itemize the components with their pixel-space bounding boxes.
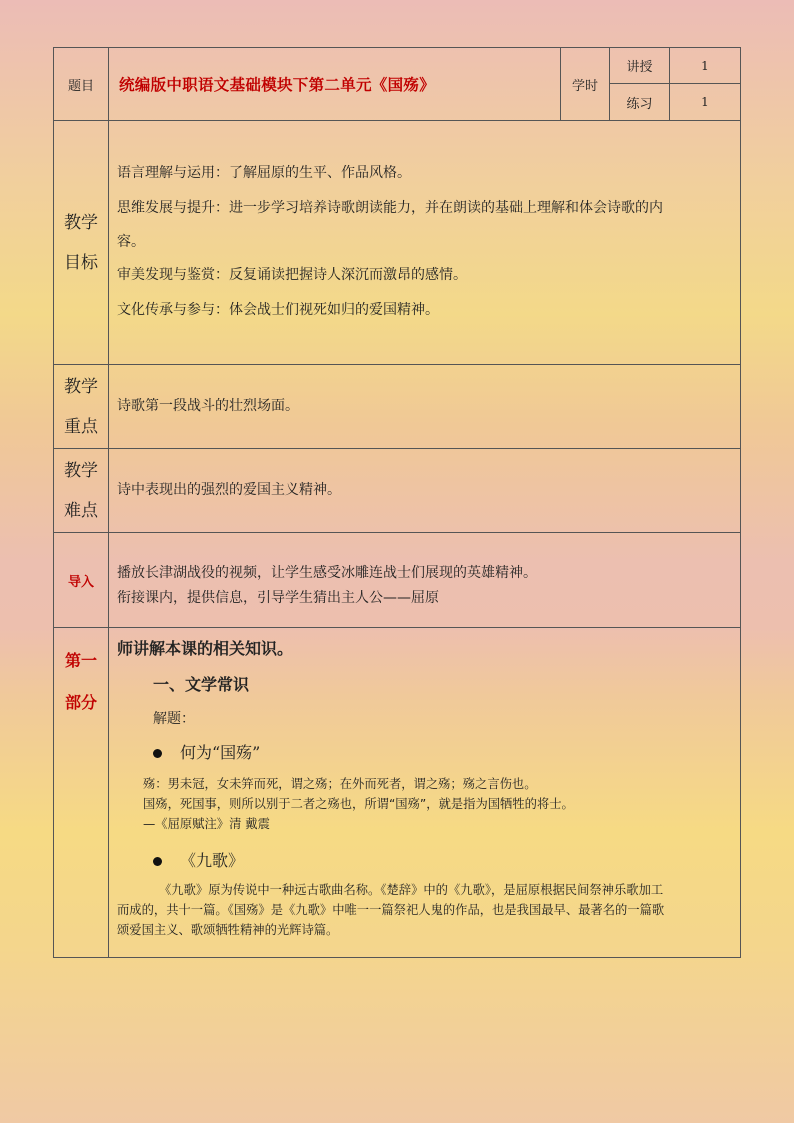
part-one-label-cell: [53, 627, 108, 958]
section-heading-literary: 一、文学常识: [153, 675, 250, 694]
key-points-label-line1: 教学: [64, 376, 98, 397]
part-one-label-line1: 第一: [64, 651, 97, 670]
objective-line-4: 审美发现与鉴赏：反复诵读把握诗人深沉而激昂的感情。: [117, 267, 467, 283]
intro-label-cell: [53, 532, 108, 627]
intro-line-1: 播放长津湖战役的视频，让学生感受冰雕连战士们展现的英雄精神。: [117, 565, 537, 581]
hours-label: 学时: [571, 78, 598, 94]
lecture-value: 1: [701, 58, 709, 73]
bullet-dot-icon: [153, 749, 162, 758]
bullet-dot-icon: [153, 857, 162, 866]
topic-label-cell: [53, 47, 108, 120]
bullet-jiuge: [153, 848, 244, 871]
bullet-jiuge-text: 《九歌》: [180, 851, 245, 870]
difficulties-text: 诗中表现出的强烈的爱国主义精神。: [117, 482, 341, 498]
objectives-content-cell: [108, 120, 741, 364]
practice-label-cell: [609, 83, 669, 120]
jiuge-line-1: 《九歌》原为传说中一种远古歌曲名称。《楚辞》中的《九歌》，是屈原根据民间祭神乐歌加工: [159, 883, 664, 897]
objectives-label-line2: 目标: [64, 252, 98, 273]
topic-title: 统编版中职语文基础模块下第二单元《国殇》: [119, 75, 436, 94]
intro-content-cell: [108, 532, 741, 627]
key-points-label-cell: [53, 364, 108, 448]
bullet-guoshang-text: 何为“国殇”: [180, 743, 261, 762]
practice-value-cell: [669, 83, 741, 120]
jiuge-line-2: 而成的，共十一篇。《国殇》是《九歌》中唯一一篇祭祀人鬼的作品，也是我国最早、最著名的一篇歌: [117, 903, 665, 917]
objective-line-1: 语言理解与运用：了解屈原的生平、作品风格。: [117, 165, 411, 181]
difficulties-content-cell: [108, 448, 741, 532]
objective-line-5: 文化传承与参与：体会战士们视死如归的爱国精神。: [117, 302, 439, 318]
key-points-content-cell: [108, 364, 741, 448]
part-one-label-line2: 部分: [64, 693, 97, 712]
intro-line-2: 衔接课内，提供信息，引导学生猜出主人公——屈原: [117, 590, 439, 606]
objectives-label-line1: 教学: [64, 212, 98, 233]
intro-label: 导入: [67, 574, 94, 590]
subtitle-jieti: 解题：: [153, 711, 195, 727]
lecture-label: 讲授: [626, 60, 653, 75]
lecture-value-cell: [669, 47, 741, 83]
objective-line-3: 容。: [117, 234, 145, 250]
hours-label-cell: [560, 47, 609, 120]
part-one-content-cell: [108, 627, 741, 958]
lecture-label-cell: [609, 47, 669, 83]
key-points-label-line2: 重点: [64, 416, 98, 437]
definition-line-1: 殇：男未冠，女未笄而死，谓之殇；在外而死者，谓之殇；殇之言伤也。: [143, 777, 537, 791]
objective-line-2: 思维发展与提升：进一步学习培养诗歌朗读能力，并在朗读的基础上理解和体会诗歌的内: [117, 200, 663, 216]
practice-label: 练习: [626, 96, 653, 112]
difficulties-label-line1: 教学: [64, 460, 98, 481]
definition-line-2: 国殇，死国事，则所以别于二者之殇也，所谓“国殇”，就是指为国牺牲的将士。: [143, 797, 574, 811]
jiuge-line-3: 颂爱国主义、歌颂牺牲精神的光辉诗篇。: [117, 923, 339, 937]
topic-label: 题目: [67, 78, 94, 94]
objectives-label-cell: [53, 120, 108, 364]
topic-title-cell: [108, 47, 560, 120]
key-points-text: 诗歌第一段战斗的壮烈场面。: [117, 398, 299, 414]
practice-value: 1: [701, 95, 709, 109]
difficulties-label-line2: 难点: [64, 500, 98, 521]
part-one-heading: 师讲解本课的相关知识。: [117, 639, 294, 658]
definition-source: —《屈原赋注》清 戴震: [143, 817, 270, 831]
difficulties-label-cell: [53, 448, 108, 532]
bullet-guoshang: [153, 740, 260, 763]
